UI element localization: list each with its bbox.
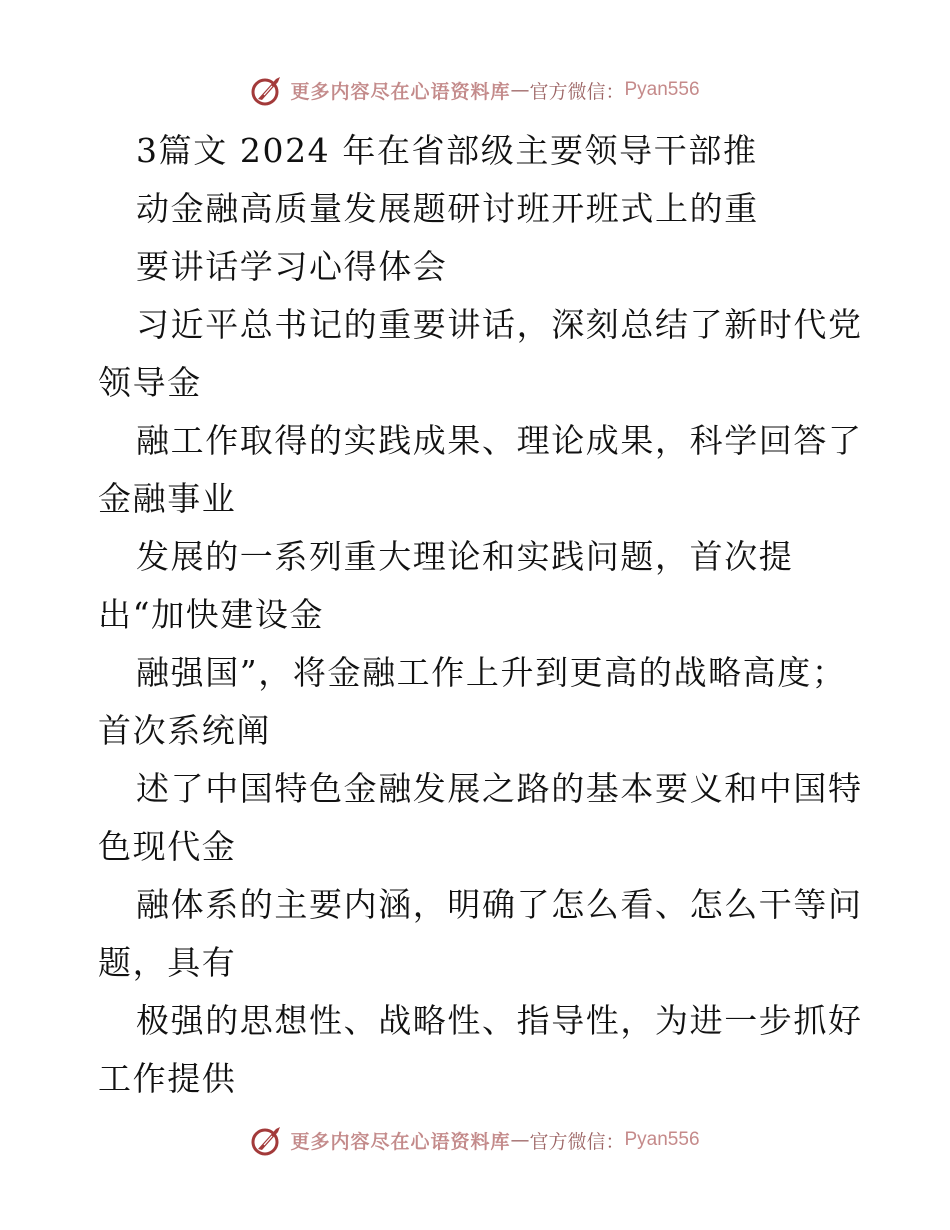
footer-separator: — [510,1129,530,1151]
header-wechat-id: Pyan556 [624,79,700,100]
footer-main-text: 更多内容尽在心语资料库 [290,1130,511,1153]
footer-watermark [0,1120,950,1160]
body-paragraphs [98,296,878,1108]
body-line: 融体系的主要内涵，明确了怎么看、怎么干等问 [136,885,863,924]
footer-wechat-id: Pyan556 [624,1129,700,1150]
title-line: 要讲话学习心得体会 [136,247,448,286]
body-line: 述了中国特色金融发展之路的基本要义和中国特 [136,769,863,808]
body-line: 领导金 [98,363,202,402]
header-wechat-label: 官方微信： [529,80,625,103]
body-line: 习近平总书记的重要讲话，深刻总结了新时代党 [136,305,863,344]
body-line: 融工作取得的实践成果、理论成果，科学回答了 [136,421,863,460]
title-line: 3篇文 2024 年在省部级主要领导干部推 [136,131,758,170]
body-line: 题，具有 [98,943,237,982]
document-body [98,122,878,1108]
quill-pen-logo-icon [250,1123,284,1157]
footer-wechat-label: 官方微信： [529,1130,625,1153]
header-separator: — [510,79,530,101]
title-line: 动金融高质量发展题研讨班开班式上的重 [136,189,759,228]
body-line: 首次系统阐 [98,711,271,750]
quill-pen-logo-icon [250,73,284,107]
body-line: 发展的一系列重大理论和实践问题，首次提 [136,537,794,576]
header-watermark [0,70,950,110]
body-line: 工作提供 [98,1059,237,1098]
body-line: 极强的思想性、战略性、指导性，为进一步抓好 [136,1001,863,1040]
body-line: 融强国”，将金融工作上升到更高的战略高度； [136,653,847,692]
body-line: 色现代金 [98,827,237,866]
body-line: 金融事业 [98,479,237,518]
header-main-text: 更多内容尽在心语资料库 [290,80,511,103]
body-line: 出“加快建设金 [98,595,325,634]
